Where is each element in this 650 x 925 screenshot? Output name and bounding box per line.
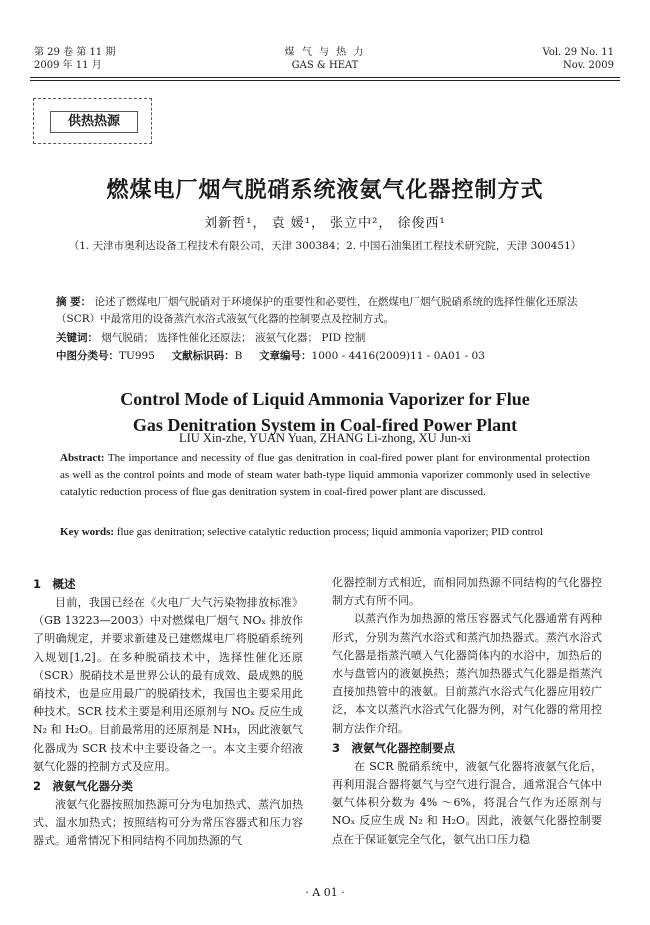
section-heading: 1 概述 <box>33 577 76 591</box>
abstract-cn-label: 摘 要： <box>56 296 92 308</box>
abstract-en-label: Abstract: <box>60 452 105 464</box>
keywords-cn-text: 烟气脱硝； 选择性催化还原法； 液氨气化器； PID 控制 <box>101 332 366 344</box>
journal-volume-en: Vol. 29 No. 11 <box>542 47 614 58</box>
journal-name-en: GAS & HEAT <box>291 60 359 71</box>
paragraph: 在 SCR 脱硝系统中，液氨气化器将液氨气化后，再利用混合器将氨气与空气进行混合，通常混合气体中氨气体积分数为 4% ～6%，将混合气作为还原剂与 NOₓ 反应生成 N₂ 和 H₂O。因此，液氨气化器控制要点在于保证氨完全气化，氨气出口压力稳 <box>332 759 602 846</box>
paragraph: 化器控制方式相近，而相同加热源不同结构的气化器控制方式有所不同。 <box>332 576 602 608</box>
body-column-right <box>332 574 602 849</box>
paragraph: 目前，我国已经在《火电厂大气污染物排放标准》（GB 13223—2003）中对燃煤电厂烟气 NOₓ 排放作了明确规定，并要求新建及已建燃煤电厂将脱硝系统列入规划[1,2]。在多种脱硝技术中，选择性催化还原（SCR）脱硝技术是世界公认的最有成效、最成熟的脱硝技术，也是应用最广的脱硝技术，我国也主要采用此种技术。SCR 技术主要是利用还原剂与 NOₓ 反应生成 N₂ 和 H₂O。目前最常用的还原剂是 NH₃，因此液氨气化器成为 SCR 技术中主要设备之一。本文主要介绍液氨气化器的控制方式及应用。 <box>33 596 303 773</box>
section-label-box <box>33 98 152 144</box>
title-cn: 燃煤电厂烟气脱硝系统液氨气化器控制方式 <box>106 178 544 203</box>
keywords-cn <box>56 330 596 347</box>
classification-line <box>56 348 596 365</box>
authors-en: LIU Xin-zhe, YUAN Yuan, ZHANG Li-zhong, XU Jun-xi <box>178 431 472 445</box>
title-en: Control Mode of Liquid Ammonia Vaporizer for Flue Gas Denitration System in Coal-fired Power Plant <box>120 389 530 435</box>
header-rule-thin <box>30 80 620 81</box>
doc-code-label: 文献标识码： <box>171 350 235 362</box>
abstract-en-text: The importance and necessity of flue gas denitration in coal-fired power plant for environmental protection as well as the control points and mode of steam water bath-type liquid ammonia vaporizer commonly used in selective catalytic reduction process of flue gas denitration system in coal-fired power plant are discussed. <box>60 452 591 498</box>
article-number-label: 文章编号： <box>259 350 312 362</box>
body-column-left <box>33 574 303 851</box>
journal-date-en: Nov. 2009 <box>562 60 614 71</box>
journal-date: 2009 年 11 月 <box>34 60 102 71</box>
keywords-en-text: flue gas denitration; selective catalytic reduction process; liquid ammonia vaporizer; PID control <box>116 526 543 538</box>
journal-volume: 第 29 卷 第 11 期 <box>34 47 116 58</box>
affiliation-cn: （1. 天津市奥利达设备工程技术有限公司，天津 300384；2. 中国石油集团工程技术研究院，天津 300451） <box>68 240 582 252</box>
journal-issue-en <box>543 46 614 72</box>
abstract-cn-text: 论述了燃煤电厂烟气脱硝对于环境保护的重要性和必要性，在燃煤电厂烟气脱硝系统的选择性催化还原法（SCR）中最常用的设备蒸汽水浴式液氨气化器的控制要点及控制方式。 <box>56 296 578 325</box>
keywords-en <box>60 524 590 541</box>
abstract-en <box>60 450 590 501</box>
section-heading: 3 液氨气化器控制要点 <box>332 740 456 755</box>
doc-code-value: B <box>234 350 243 362</box>
abstract-cn <box>56 294 596 328</box>
authors-cn: 刘新哲¹， 袁 媛¹， 张立中²， 徐俊西¹ <box>204 216 446 231</box>
keywords-cn-label: 关键词： <box>56 332 98 344</box>
class-value: TU995 <box>119 350 155 362</box>
page-number: · A 01 · <box>305 886 345 899</box>
paragraph: 以蒸汽作为加热源的常压容器式气化器通常有两种形式，分别为蒸汽水浴式和蒸汽加热器式。蒸汽水浴式气化器是指蒸汽喷入气化器筒体内的水浴中，加热后的水与盘管内的液氨换热；蒸汽加热器式气化器是指蒸汽直接加热管中的液氨。目前蒸汽水浴式气化器应用较广泛，本文以蒸汽水浴式气化器为例，对气化器的常用控制方法作介绍。 <box>332 612 602 735</box>
paragraph: 液氨气化器按照加热源可分为电加热式、蒸汽加热式、温水加热式；按照结构可分为常压容器式和压力容器式。通常情况下相同结构不同加热源的气 <box>33 798 303 848</box>
journal-name-cn: 煤 气 与 热 力 <box>284 47 366 58</box>
keywords-en-label: Key words: <box>60 526 115 538</box>
header-rule <box>30 77 620 78</box>
section-heading: 2 液氨气化器分类 <box>33 779 134 794</box>
section-label: 供热热源 <box>50 111 138 133</box>
article-number-value: 1000 - 4416(2009)11 - 0A01 - 03 <box>311 350 485 362</box>
class-label: 中图分类号： <box>56 350 119 362</box>
